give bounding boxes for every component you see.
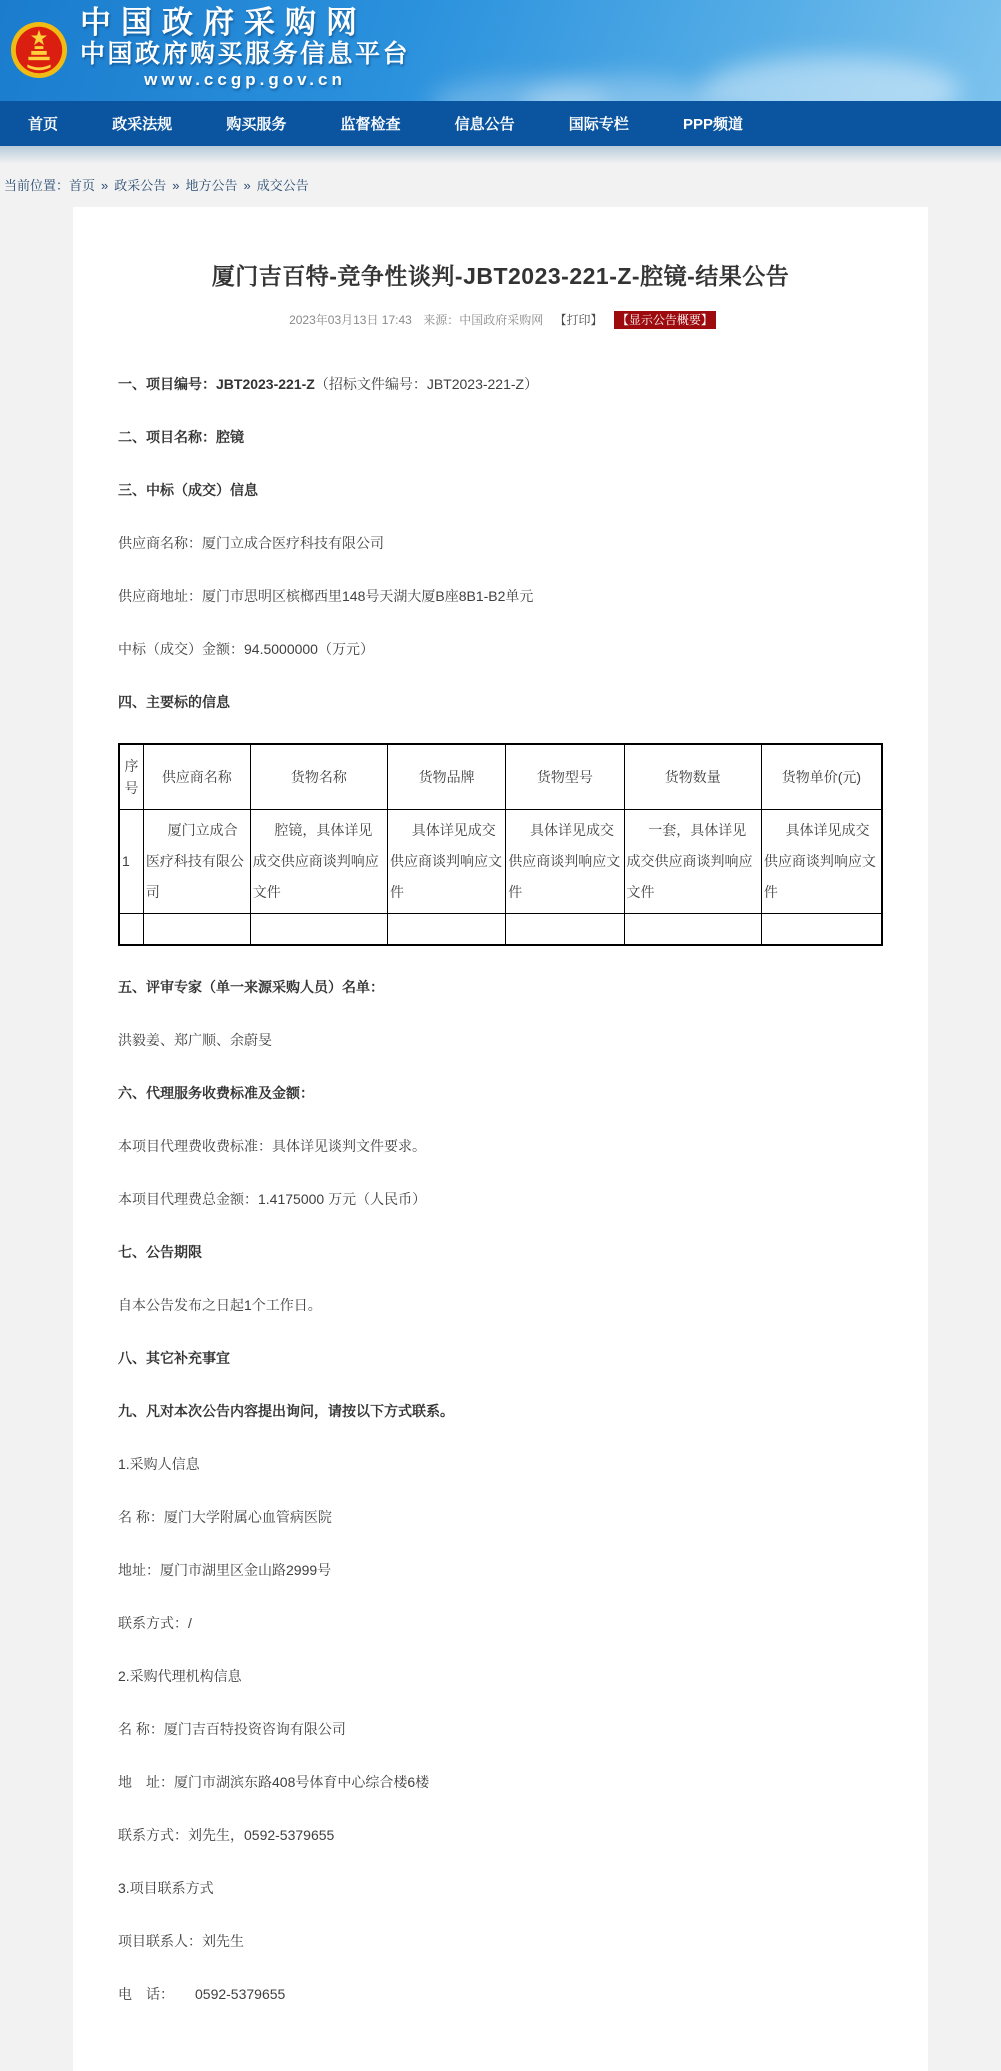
section-heading: 五、评审专家（单一来源采购人员）名单： — [118, 979, 384, 995]
body-paragraph: 本项目代理费收费标准：具体详见谈判文件要求。 — [118, 1138, 426, 1154]
goods-cell: 1 — [119, 810, 143, 914]
page-title: 厦门吉百特-竞争性谈判-JBT2023-221-Z-腔镜-结果公告 — [211, 263, 790, 289]
goods-table — [118, 743, 883, 946]
site-name: 中国政府采购网 — [80, 5, 367, 40]
goods-cell: 具体详见成交供应商谈判响应文件 — [761, 810, 882, 914]
goods-cell — [250, 914, 387, 946]
breadcrumb-separator: » — [243, 178, 251, 193]
breadcrumb-label: 当前位置： — [4, 178, 70, 193]
goods-cell — [143, 914, 250, 946]
body-paragraph: 中标（成交）金额：94.5000000（万元） — [118, 641, 374, 657]
goods-cell: 具体详见成交供应商谈判响应文件 — [388, 810, 506, 914]
goods-cell — [761, 914, 882, 946]
body-paragraph: 名 称：厦门吉百特投资咨询有限公司 — [118, 1721, 346, 1737]
section-heading: 九、凡对本次公告内容提出询问，请按以下方式联系。 — [118, 1403, 454, 1419]
goods-table-row — [119, 810, 882, 914]
site-banner — [0, 0, 1001, 101]
goods-col-header-5: 货物型号 — [506, 744, 624, 810]
article-meta — [118, 311, 883, 328]
breadcrumb-separator: » — [172, 178, 180, 193]
goods-cell: 一套，具体详见成交供应商谈判响应文件 — [624, 810, 761, 914]
goods-col-header-3: 货物名称 — [250, 744, 387, 810]
breadcrumb-item-3[interactable]: 地方公告 — [185, 178, 238, 193]
breadcrumb-separator: » — [101, 178, 109, 193]
goods-cell — [119, 914, 143, 946]
main-nav — [0, 101, 1001, 146]
article-source: 来源：中国政府采购网 — [423, 313, 544, 327]
goods-col-header-1: 序号 — [119, 744, 143, 810]
section-heading: 三、中标（成交）信息 — [118, 482, 258, 498]
goods-cell — [506, 914, 624, 946]
nav-item-2[interactable]: 政采法规 — [112, 116, 173, 133]
goods-cell: 具体详见成交供应商谈判响应文件 — [506, 810, 624, 914]
section-heading: 八、其它补充事宜 — [118, 1350, 230, 1366]
body-paragraph: 自本公告发布之日起1个工作日。 — [118, 1297, 322, 1313]
body-paragraph: 2.采购代理机构信息 — [118, 1668, 242, 1684]
body-paragraph: 1.采购人信息 — [118, 1456, 200, 1472]
announcement-body-bottom — [118, 977, 883, 2004]
announcement-body-top — [118, 374, 883, 712]
nav-item-5[interactable]: 信息公告 — [454, 116, 515, 133]
nav-item-6[interactable]: 国际专栏 — [568, 116, 629, 133]
body-paragraph: 供应商地址：厦门市思明区槟榔西里148号天湖大厦B座8B1-B2单元 — [118, 588, 534, 604]
goods-cell: 腔镜，具体详见成交供应商谈判响应文件 — [250, 810, 387, 914]
body-paragraph: 供应商名称：厦门立成合医疗科技有限公司 — [118, 535, 384, 551]
breadcrumb-item-4[interactable]: 成交公告 — [256, 178, 309, 193]
body-paragraph: 名 称：厦门大学附属心血管病医院 — [118, 1509, 332, 1525]
goods-table-empty-row — [119, 914, 882, 946]
breadcrumb-item-1[interactable]: 首页 — [69, 178, 96, 193]
nav-item-4[interactable]: 监督检查 — [340, 116, 401, 133]
goods-cell — [624, 914, 761, 946]
section-heading: 二、项目名称：腔镜 — [118, 429, 244, 445]
nav-item-1[interactable]: 首页 — [28, 116, 59, 133]
goods-col-header-2: 供应商名称 — [143, 744, 250, 810]
show-summary-button[interactable]: 【显示公告概要】 — [614, 311, 716, 329]
body-paragraph: 项目联系人：刘先生 — [118, 1933, 244, 1949]
body-paragraph: 地址：厦门市湖里区金山路2999号 — [118, 1562, 332, 1578]
section-heading: 六、代理服务收费标准及金额： — [118, 1085, 314, 1101]
site-subtitle: 中国政府购买服务信息平台 — [80, 40, 411, 68]
body-paragraph: 联系方式：刘先生，0592-5379655 — [118, 1827, 335, 1843]
section-heading: 七、公告期限 — [118, 1244, 202, 1260]
goods-col-header-7: 货物单价(元) — [761, 744, 882, 810]
nav-item-7[interactable]: PPP频道 — [682, 116, 743, 133]
nav-item-3[interactable]: 购买服务 — [226, 116, 287, 133]
nav-fade-strip — [0, 146, 1001, 164]
site-url: www.ccgp.gov.cn — [144, 70, 346, 89]
body-paragraph: 电 话： 0592-5379655 — [118, 1986, 286, 2002]
body-paragraph: 本项目代理费总金额：1.4175000 万元（人民币） — [118, 1191, 427, 1207]
nav-row — [28, 113, 743, 134]
section-heading: 四、主要标的信息 — [118, 694, 230, 710]
goods-table-header-row — [119, 744, 882, 810]
breadcrumb — [0, 164, 1001, 207]
section-heading: 一、项目编号：JBT2023-221-Z（招标文件编号：JBT2023-221-Z） — [118, 376, 539, 392]
national-emblem-icon — [10, 21, 68, 79]
goods-col-header-6: 货物数量 — [624, 744, 761, 810]
announcement-panel — [73, 207, 928, 2071]
goods-col-header-4: 货物品牌 — [388, 744, 506, 810]
body-paragraph: 3.项目联系方式 — [118, 1880, 214, 1896]
goods-cell: 厦门立成合医疗科技有限公司 — [143, 810, 250, 914]
goods-cell — [388, 914, 506, 946]
breadcrumb-item-2[interactable]: 政采公告 — [114, 178, 167, 193]
body-paragraph: 洪毅姜、郑广顺、余蔚旻 — [118, 1032, 272, 1048]
body-paragraph: 地 址：厦门市湖滨东路408号体育中心综合楼6楼 — [118, 1774, 430, 1790]
breadcrumb-items — [69, 178, 309, 193]
print-button[interactable]: 【打印】 — [554, 313, 603, 327]
article-date: 2023年03月13日 17:43 — [289, 313, 412, 327]
body-paragraph: 联系方式：/ — [118, 1615, 192, 1631]
